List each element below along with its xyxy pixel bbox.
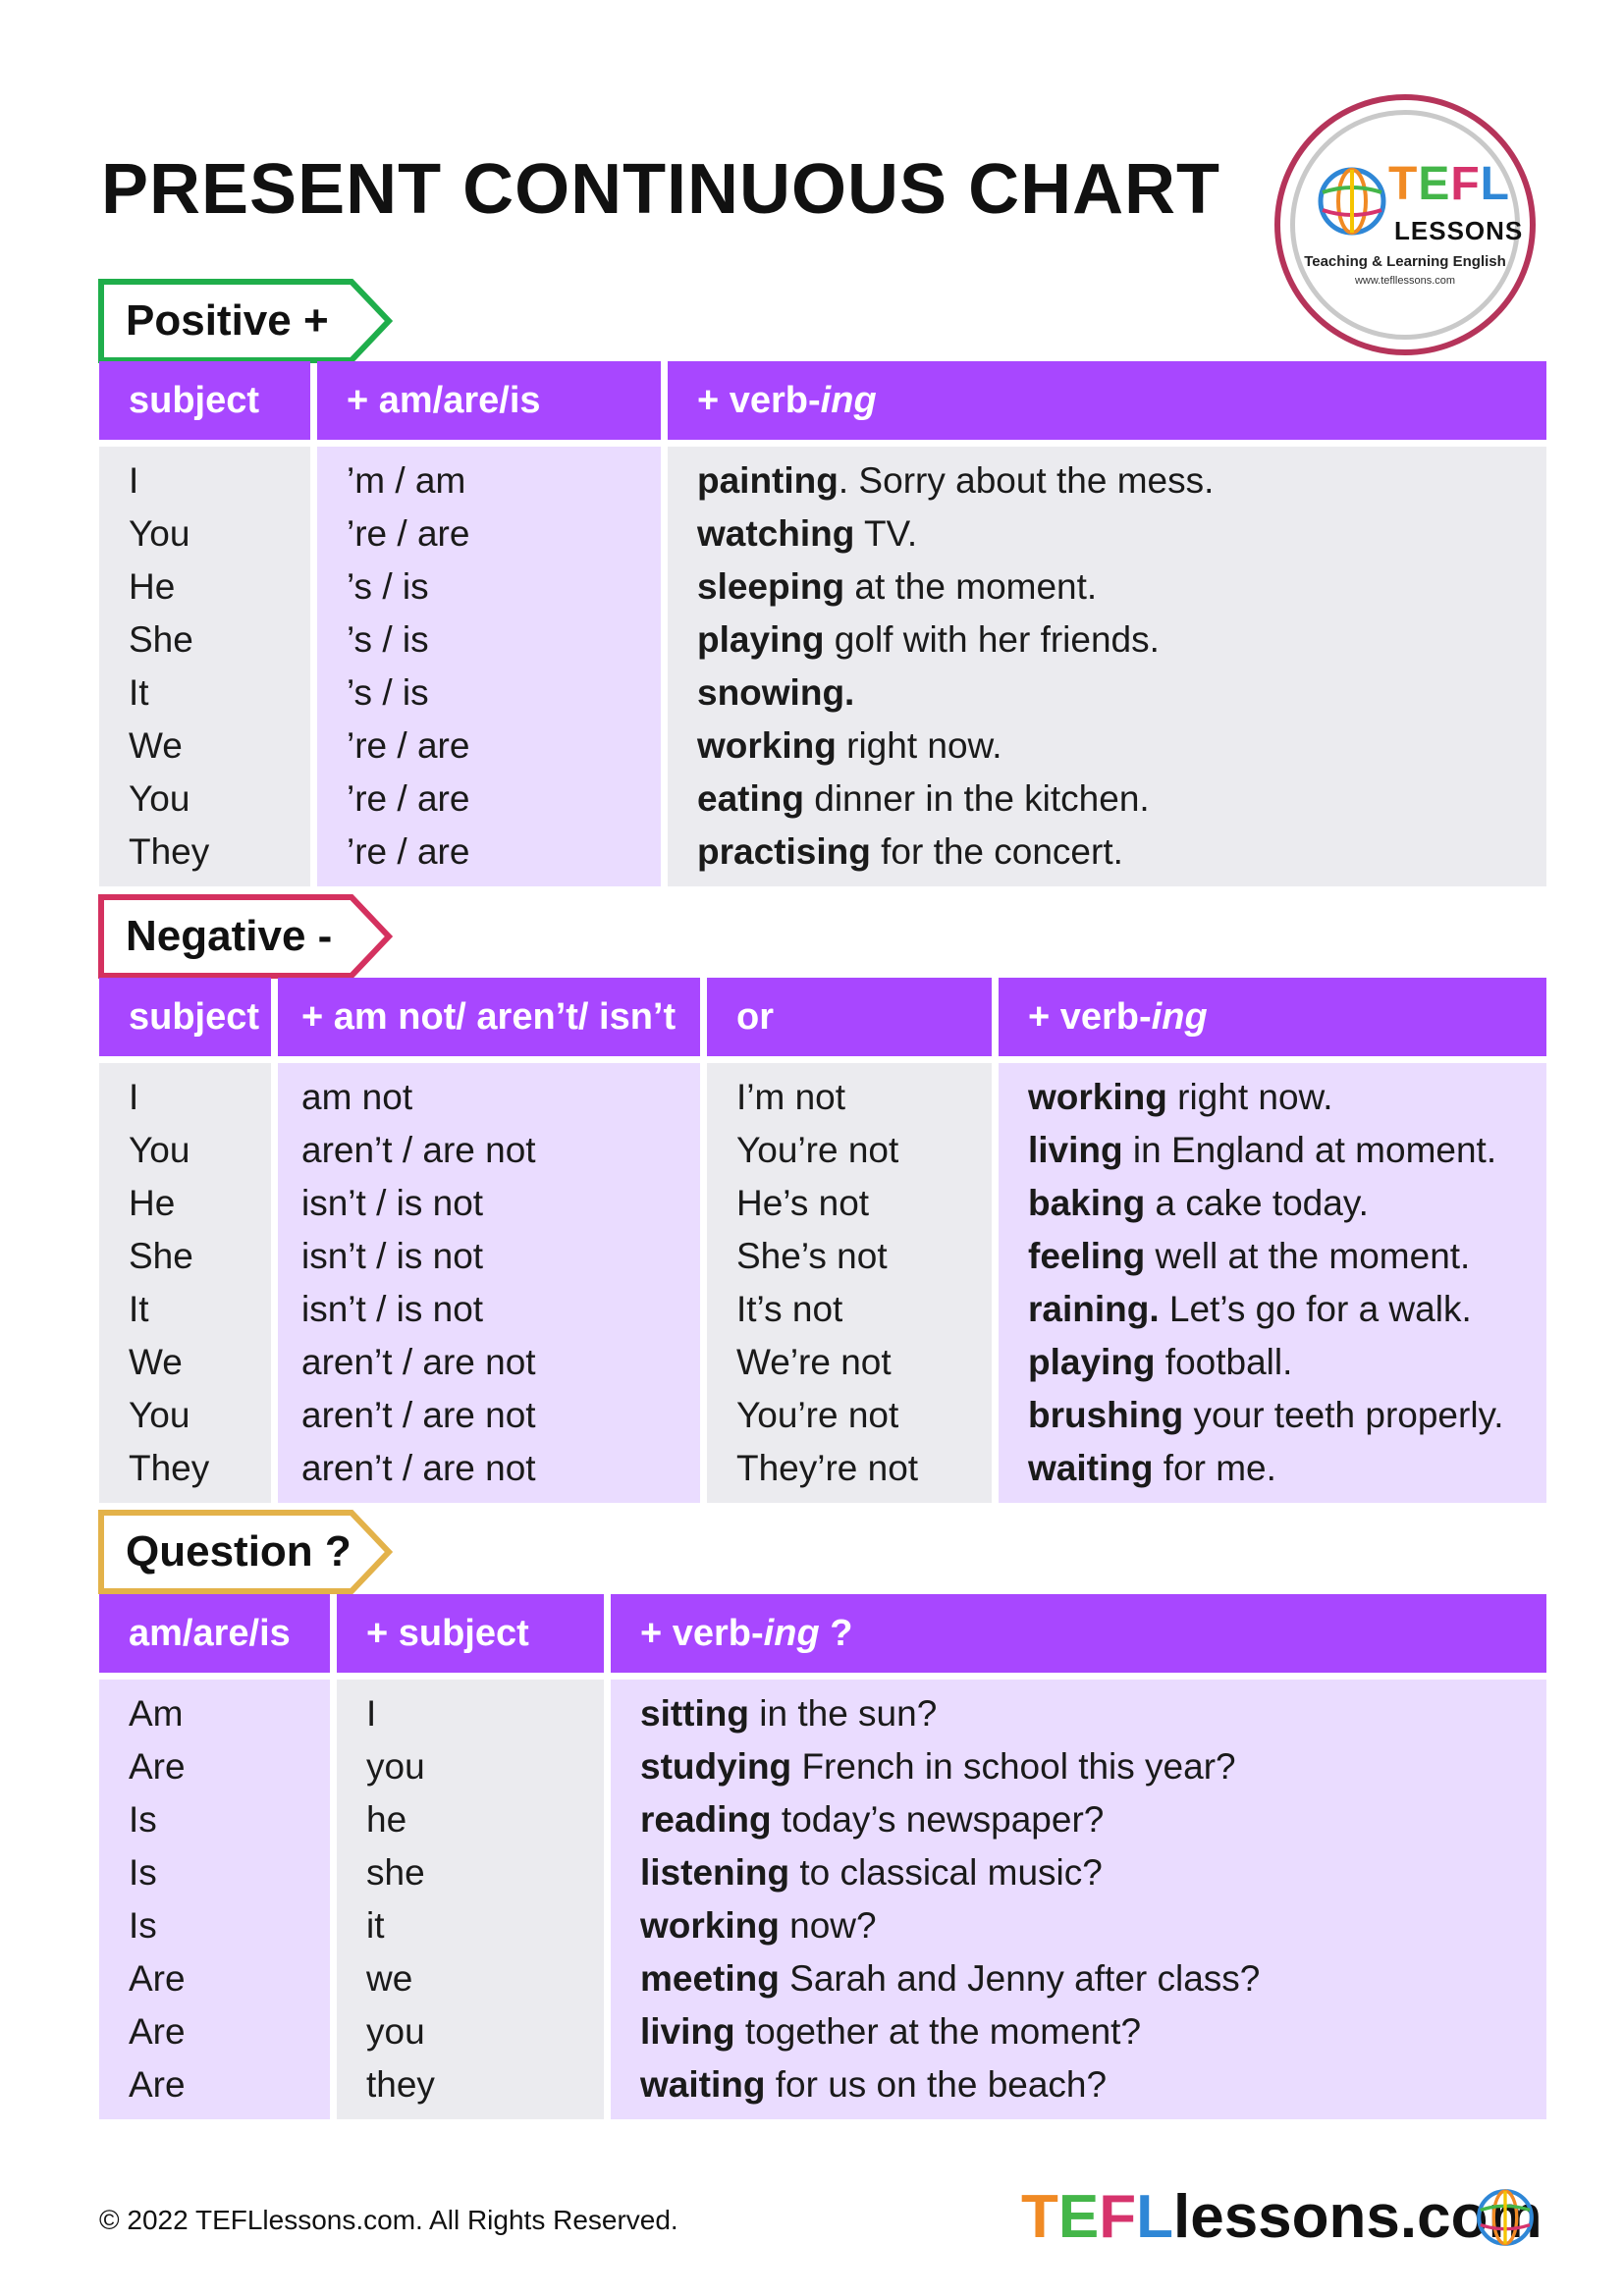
subject-cell: They	[99, 826, 310, 886]
table-row	[99, 2005, 1546, 2058]
verb-ing: working	[697, 725, 837, 766]
aux-cell: ’re / are	[317, 507, 661, 561]
table-header-row	[99, 361, 1546, 440]
verb-phrase-cell	[611, 1680, 1546, 1740]
table-row	[99, 1952, 1546, 2005]
subject-cell: She	[99, 614, 310, 667]
verb-phrase-cell	[611, 1952, 1546, 2005]
verb-phrase-cell	[999, 1124, 1546, 1177]
table-row	[99, 614, 1546, 667]
verb-phrase-cell	[668, 826, 1546, 886]
verb-phrase-cell	[611, 1793, 1546, 1846]
aux-cell: ’m / am	[317, 447, 661, 507]
table-row	[99, 1740, 1546, 1793]
verb-rest: in the sun?	[748, 1693, 938, 1734]
table-row	[99, 2058, 1546, 2119]
verb-ing: sleeping	[697, 566, 845, 607]
subject-cell: We	[99, 1336, 271, 1389]
table-row	[99, 507, 1546, 561]
aux-cell: ’re / are	[317, 773, 661, 826]
verb-ing: working	[1028, 1077, 1167, 1117]
verb-rest: football.	[1155, 1342, 1293, 1382]
subject-cell: it	[337, 1899, 604, 1952]
verb-phrase-cell	[611, 1740, 1546, 1793]
subject-cell: they	[337, 2058, 604, 2119]
header-verb: + verb-ing	[668, 361, 1546, 440]
header-subject: subject	[99, 978, 271, 1056]
aux-cell: aren’t / are not	[278, 1336, 700, 1389]
aux-cell: Is	[99, 1846, 330, 1899]
table-row	[99, 1442, 1546, 1503]
verb-ing: working	[640, 1905, 780, 1946]
header-aux: + am not/ aren’t/ isn’t	[278, 978, 700, 1056]
verb-ing: sitting	[640, 1693, 749, 1734]
subject-cell: I	[99, 447, 310, 507]
positive-label: Positive +	[126, 296, 329, 345]
subject-cell: she	[337, 1846, 604, 1899]
question-table	[92, 1594, 1553, 2119]
table-row	[99, 720, 1546, 773]
table-row	[99, 1230, 1546, 1283]
negative-section-tag	[98, 894, 393, 979]
verb-ing: painting	[697, 460, 839, 501]
table-row	[99, 667, 1546, 720]
aux-cell: Are	[99, 1740, 330, 1793]
verb-rest: for the concert.	[870, 831, 1123, 872]
verb-rest: to classical music?	[789, 1852, 1103, 1893]
table-row	[99, 1680, 1546, 1740]
logo-tagline: Teaching & Learning English	[1304, 253, 1506, 270]
verb-ing: living	[1028, 1130, 1123, 1170]
verb-rest: well at the moment.	[1145, 1236, 1471, 1276]
verb-phrase-cell	[999, 1389, 1546, 1442]
table-row	[99, 1283, 1546, 1336]
globe-icon	[1316, 165, 1388, 238]
short-form-cell: You’re not	[707, 1124, 992, 1177]
aux-cell: isn’t / is not	[278, 1177, 700, 1230]
verb-ing: studying	[640, 1746, 792, 1787]
verb-phrase-cell	[611, 1846, 1546, 1899]
aux-cell: aren’t / are not	[278, 1124, 700, 1177]
subject-cell: you	[337, 2005, 604, 2058]
short-form-cell: It’s not	[707, 1283, 992, 1336]
verb-ing: feeling	[1028, 1236, 1146, 1276]
verb-ing: playing	[697, 619, 825, 660]
table-row	[99, 1899, 1546, 1952]
verb-rest: at the moment.	[844, 566, 1098, 607]
footer-logo-text: TEFLlessons.com	[1021, 2183, 1543, 2251]
verb-ing: practising	[697, 831, 871, 872]
verb-ing: snowing.	[697, 672, 855, 713]
verb-rest: in England at moment.	[1122, 1130, 1497, 1170]
aux-cell: ’re / are	[317, 720, 661, 773]
verb-rest: now?	[779, 1905, 877, 1946]
verb-ing: baking	[1028, 1183, 1146, 1223]
table-row	[99, 773, 1546, 826]
table-row	[99, 561, 1546, 614]
question-label: Question ?	[126, 1527, 352, 1575]
verb-rest: Let’s go for a walk.	[1159, 1289, 1472, 1329]
verb-phrase-cell	[668, 773, 1546, 826]
verb-phrase-cell	[999, 1063, 1546, 1124]
subject-cell: he	[337, 1793, 604, 1846]
aux-cell: Is	[99, 1793, 330, 1846]
short-form-cell: I’m not	[707, 1063, 992, 1124]
short-form-cell: They’re not	[707, 1442, 992, 1503]
aux-cell: Are	[99, 2058, 330, 2119]
aux-cell: Am	[99, 1680, 330, 1740]
verb-phrase-cell	[668, 507, 1546, 561]
table-header-row	[99, 978, 1546, 1056]
subject-cell: You	[99, 1389, 271, 1442]
subject-cell: you	[337, 1740, 604, 1793]
subject-cell: It	[99, 1283, 271, 1336]
aux-cell: ’s / is	[317, 667, 661, 720]
verb-rest: for us on the beach?	[765, 2064, 1108, 2105]
table-row	[99, 1177, 1546, 1230]
verb-rest: a cake today.	[1145, 1183, 1369, 1223]
header-verb: + verb-ing ?	[611, 1594, 1546, 1673]
verb-rest: right now.	[1166, 1077, 1333, 1117]
negative-label: Negative -	[126, 912, 333, 960]
aux-cell: ’re / are	[317, 826, 661, 886]
table-row	[99, 447, 1546, 507]
aux-cell: Are	[99, 2005, 330, 2058]
header-subject: + subject	[337, 1594, 604, 1673]
table-row	[99, 1124, 1546, 1177]
verb-rest: right now.	[836, 725, 1002, 766]
verb-phrase-cell	[668, 614, 1546, 667]
aux-cell: Is	[99, 1899, 330, 1952]
positive-section-tag	[98, 279, 393, 363]
subject-cell: She	[99, 1230, 271, 1283]
table-row	[99, 1336, 1546, 1389]
verb-phrase-cell	[668, 561, 1546, 614]
header-aux: + am/are/is	[317, 361, 661, 440]
verb-phrase-cell	[999, 1442, 1546, 1503]
positive-table	[92, 361, 1553, 886]
verb-phrase-cell	[999, 1283, 1546, 1336]
header-aux: am/are/is	[99, 1594, 330, 1673]
table-row	[99, 1389, 1546, 1442]
aux-cell: ’s / is	[317, 561, 661, 614]
page-title: PRESENT CONTINUOUS CHART	[101, 150, 1221, 229]
subject-cell: It	[99, 667, 310, 720]
verb-phrase-cell	[611, 2058, 1546, 2119]
aux-cell: aren’t / are not	[278, 1442, 700, 1503]
table-row	[99, 1846, 1546, 1899]
verb-phrase-cell	[999, 1230, 1546, 1283]
verb-rest: golf with her friends.	[824, 619, 1160, 660]
verb-ing: watching	[697, 513, 855, 554]
verb-rest: for me.	[1153, 1448, 1276, 1488]
header-verb: + verb-ing	[999, 978, 1546, 1056]
subject-cell: We	[99, 720, 310, 773]
verb-ing: living	[640, 2011, 735, 2052]
subject-cell: You	[99, 1124, 271, 1177]
table-row	[99, 826, 1546, 886]
copyright-text: © 2022 TEFLlessons.com. All Rights Reserved.	[99, 2205, 678, 2235]
verb-phrase-cell	[611, 2005, 1546, 2058]
logo-url: www.tefllessons.com	[1354, 275, 1456, 287]
aux-cell: isn’t / is not	[278, 1283, 700, 1336]
short-form-cell: We’re not	[707, 1336, 992, 1389]
aux-cell: aren’t / are not	[278, 1389, 700, 1442]
verb-rest: . Sorry about the mess.	[838, 460, 1215, 501]
header-or: or	[707, 978, 992, 1056]
verb-ing: meeting	[640, 1958, 780, 1999]
verb-ing: reading	[640, 1799, 772, 1840]
aux-cell: Are	[99, 1952, 330, 2005]
subject-cell: You	[99, 773, 310, 826]
footer-globe-icon	[1475, 2187, 1536, 2248]
table-row	[99, 1793, 1546, 1846]
subject-cell: He	[99, 1177, 271, 1230]
verb-rest: dinner in the kitchen.	[803, 778, 1150, 819]
verb-ing: eating	[697, 778, 804, 819]
logo-tefl-text: TEFL	[1388, 158, 1510, 210]
subject-cell: They	[99, 1442, 271, 1503]
verb-phrase-cell	[668, 667, 1546, 720]
aux-cell: am not	[278, 1063, 700, 1124]
verb-rest: French in school this year?	[791, 1746, 1236, 1787]
verb-rest: today’s newspaper?	[771, 1799, 1105, 1840]
table-header-row	[99, 1594, 1546, 1673]
table-row	[99, 1063, 1546, 1124]
aux-cell: ’s / is	[317, 614, 661, 667]
verb-phrase-cell	[999, 1177, 1546, 1230]
verb-phrase-cell	[999, 1336, 1546, 1389]
header-subject: subject	[99, 361, 310, 440]
verb-phrase-cell	[668, 447, 1546, 507]
subject-cell: I	[99, 1063, 271, 1124]
short-form-cell: She’s not	[707, 1230, 992, 1283]
logo-lessons-text: LESSONS	[1394, 216, 1524, 245]
verb-ing: waiting	[640, 2064, 766, 2105]
verb-phrase-cell	[611, 1899, 1546, 1952]
verb-ing: raining.	[1028, 1289, 1160, 1329]
subject-cell: we	[337, 1952, 604, 2005]
question-section-tag	[98, 1510, 393, 1594]
subject-cell: He	[99, 561, 310, 614]
verb-ing: waiting	[1028, 1448, 1154, 1488]
tefl-lessons-logo	[1274, 94, 1536, 355]
subject-cell: You	[99, 507, 310, 561]
verb-phrase-cell	[668, 720, 1546, 773]
verb-ing: playing	[1028, 1342, 1156, 1382]
subject-cell: I	[337, 1680, 604, 1740]
short-form-cell: He’s not	[707, 1177, 992, 1230]
verb-ing: brushing	[1028, 1395, 1184, 1435]
verb-rest: together at the moment?	[734, 2011, 1142, 2052]
verb-ing: listening	[640, 1852, 790, 1893]
short-form-cell: You’re not	[707, 1389, 992, 1442]
verb-rest: TV.	[854, 513, 918, 554]
verb-rest: Sarah and Jenny after class?	[779, 1958, 1261, 1999]
verb-rest: your teeth properly.	[1183, 1395, 1504, 1435]
negative-table	[92, 978, 1553, 1503]
aux-cell: isn’t / is not	[278, 1230, 700, 1283]
